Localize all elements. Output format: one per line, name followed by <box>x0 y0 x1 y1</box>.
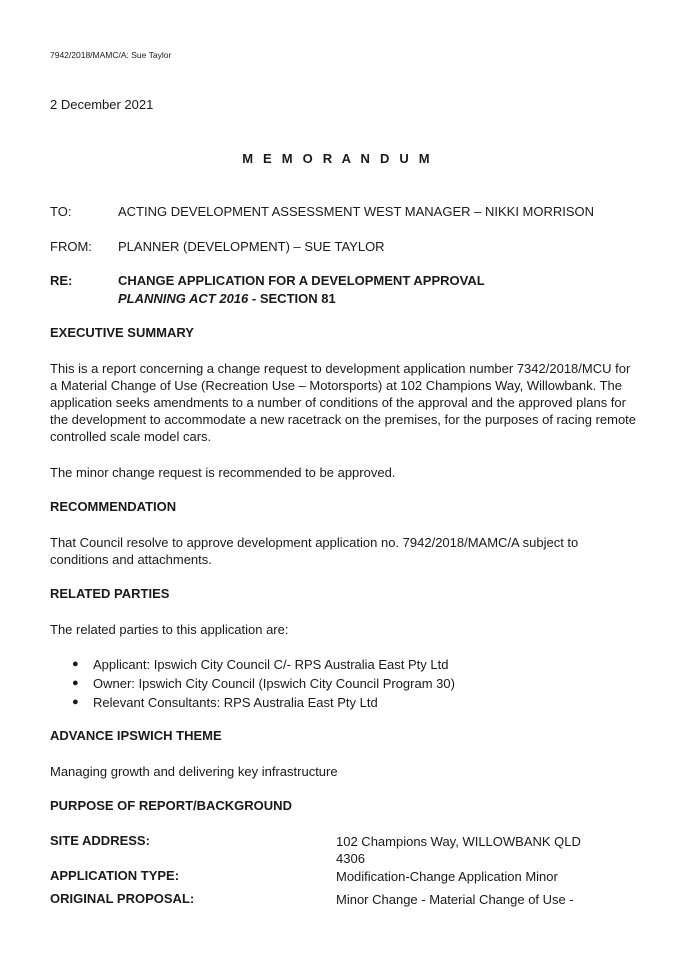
section-reference: - SECTION 81 <box>248 291 336 306</box>
text-line: This is a report concerning a change request to development application number 7342/2018/MCU for <box>50 361 631 376</box>
re-line-1: CHANGE APPLICATION FOR A DEVELOPMENT APPROVAL <box>118 273 485 288</box>
purpose-heading: PURPOSE OF REPORT/BACKGROUND <box>50 798 292 813</box>
from-label: FROM: <box>50 239 92 254</box>
bullet-icon: ● <box>72 677 79 689</box>
list-item <box>72 655 455 674</box>
re-line-2 <box>118 291 336 306</box>
site-address-value <box>336 833 596 867</box>
original-proposal-label: ORIGINAL PROPOSAL: <box>50 891 195 906</box>
list-item-text: Applicant: Ipswich City Council C/- RPS Australia East Pty Ltd <box>93 657 449 672</box>
application-type-value: Modification-Change Application Minor <box>336 869 558 884</box>
advance-ipswich-text: Managing growth and delivering key infrastructure <box>50 764 338 779</box>
text-line: conditions and attachments. <box>50 552 212 567</box>
original-proposal-value: Minor Change - Material Change of Use - <box>336 892 574 907</box>
re-label: RE: <box>50 273 73 288</box>
text-line: the development to accommodate a new racetrack on the premises, for the purposes of racing remote <box>50 412 637 427</box>
text-line: a Material Change of Use (Recreation Use – Motorsports) at 102 Champions Way, Willowbank. The <box>50 378 623 393</box>
planning-act-title: PLANNING ACT 2016 <box>118 291 249 306</box>
text-line: 4306 <box>336 851 365 866</box>
text-line: 102 Champions Way, WILLOWBANK QLD <box>336 834 581 849</box>
to-label: TO: <box>50 204 72 219</box>
list-item-text: Owner: Ipswich City Council (Ipswich City Council Program 30) <box>93 676 455 691</box>
to-value: ACTING DEVELOPMENT ASSESSMENT WEST MANAGER – NIKKI MORRISON <box>118 204 595 219</box>
bullet-icon: ● <box>72 696 79 708</box>
text-line: controlled scale model cars. <box>50 429 212 444</box>
related-parties-intro: The related parties to this application are: <box>50 622 289 637</box>
recommendation-paragraph <box>50 534 655 568</box>
executive-summary-paragraph <box>50 360 655 445</box>
memo-date: 2 December 2021 <box>50 97 154 112</box>
list-item <box>72 674 455 693</box>
text-line: That Council resolve to approve development application no. 7942/2018/MAMC/A subject to <box>50 535 579 550</box>
related-parties-list <box>72 655 455 712</box>
list-item-text: Relevant Consultants: RPS Australia East Pty Ltd <box>93 695 378 710</box>
from-value: PLANNER (DEVELOPMENT) – SUE TAYLOR <box>118 239 385 254</box>
memo-title: M E M O R A N D U M <box>242 151 433 166</box>
recommendation-heading: RECOMMENDATION <box>50 499 177 514</box>
bullet-icon: ● <box>72 658 79 670</box>
application-type-label: APPLICATION TYPE: <box>50 868 180 883</box>
reference-number: 7942/2018/MAMC/A: Sue Taylor <box>50 50 172 60</box>
executive-summary-heading: EXECUTIVE SUMMARY <box>50 325 194 340</box>
site-address-label: SITE ADDRESS: <box>50 833 150 848</box>
recommendation-summary: The minor change request is recommended to be approved. <box>50 465 396 480</box>
list-item <box>72 693 455 712</box>
related-parties-heading: RELATED PARTIES <box>50 586 170 601</box>
text-line: application seeks amendments to a number of conditions of the approval and the approved plans for <box>50 395 626 410</box>
advance-ipswich-heading: ADVANCE IPSWICH THEME <box>50 728 222 743</box>
